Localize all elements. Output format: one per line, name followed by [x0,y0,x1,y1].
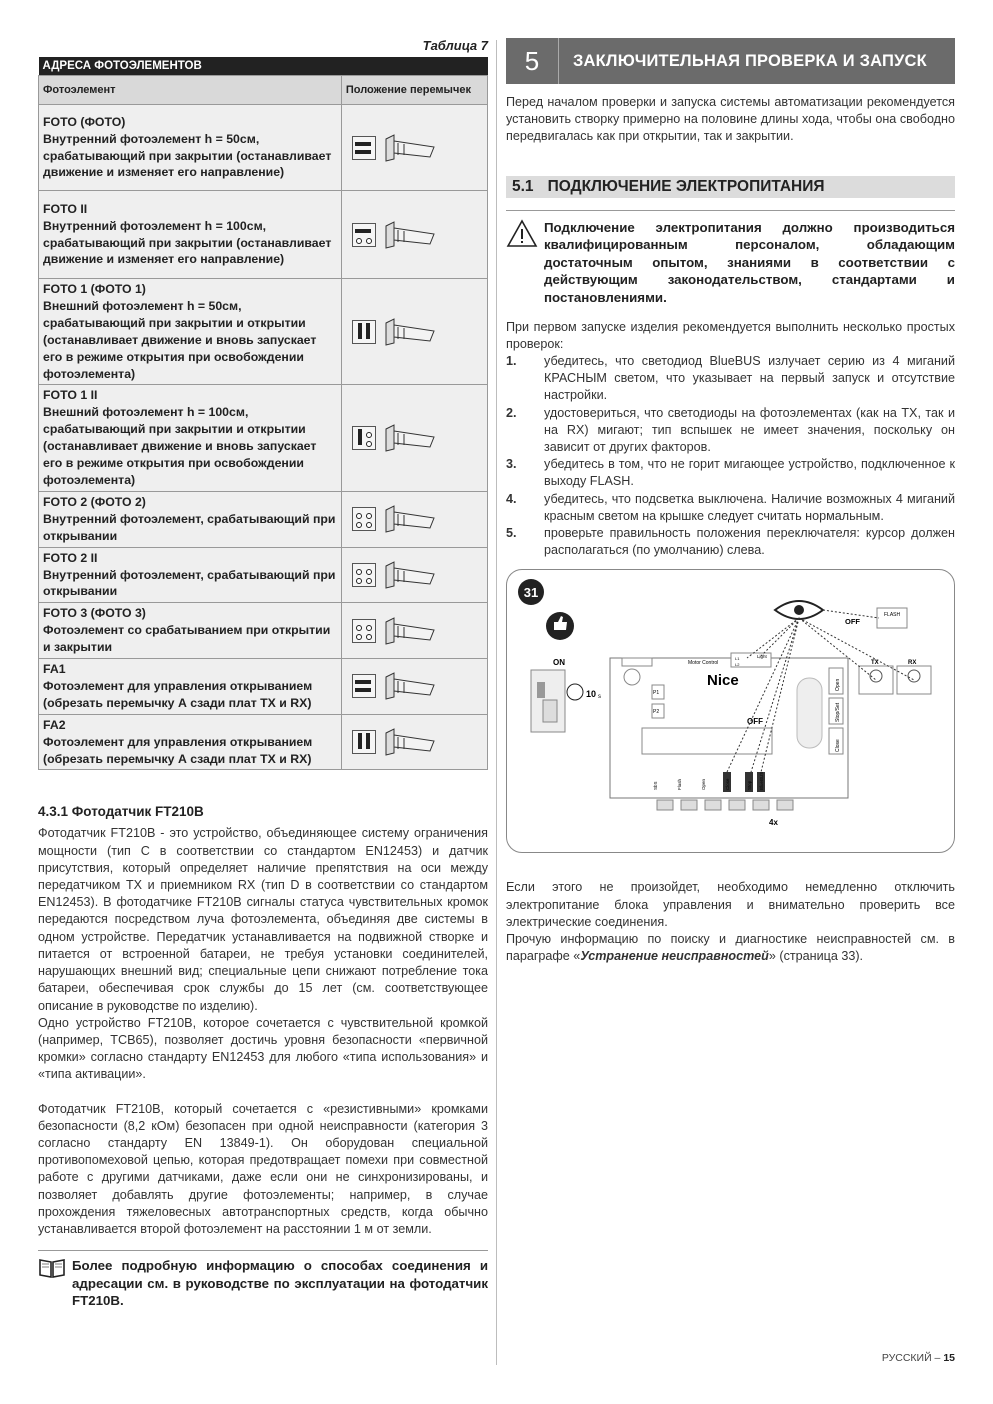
photocell-desc-text: Внутренний фотоэлемент h = 50см, срабатывающий при закрытии (останавливает движение и изменяет его направление) [43,131,332,180]
section-4-3-1-p2: Одно устройство FT210B, которое сочетается с чувствительной кромкой (например, TCB65), позволяет достичь уровня безопасности «первичной кромки» согласно стандарту EN12453 для любого «типа использования» и «типа активации». [38,1015,488,1082]
table-row [39,714,488,770]
check-step [506,491,955,525]
photocell-desc-text: Внутренний фотоэлемент, срабатывающий при открывании [43,511,336,543]
chapter-intro: Перед началом проверки и запуска системы автоматизации рекомендуется установить створку примерно на половине длины хода, чтобы она свободно передвигалась как при открытии, так и закрытии. [506,95,955,144]
table-row [39,603,488,659]
step-number: 3. [506,457,517,472]
jumper-block-icon [352,619,376,643]
table-row [39,659,488,715]
timer-value: 10 [586,689,597,700]
jumper-block-icon [352,507,376,531]
section-5-1-number: 5.1 [512,177,534,195]
svg-text:L1: L1 [735,656,740,662]
column-divider [496,40,497,1365]
footer-language: РУССКИЙ – [881,1352,944,1364]
svg-text:Close: Close [725,778,730,791]
table-row [39,191,488,279]
table-title: АДРЕСА ФОТОЭЛЕМЕНТОВ [39,57,488,76]
chapter-heading [506,38,955,84]
photocell-name: FOTO II [43,201,88,216]
book-note-text: Более подробную информацию о способах соединения и адресации см. в руководстве по эксплуатации на фотодатчик FT210B. [72,1258,488,1308]
col-header-jumpers: Положение перемычек [341,76,487,105]
photocell-connector-icon [384,423,440,453]
jumper-diagram [341,385,487,491]
photocell-description [39,659,342,715]
step-text: удостовериться, что светодиоды на фотоэлементах (как на TX, так и на RX) мигают; тип вспышек не имеет значения, поскольку он зависит от других факторов. [544,405,955,454]
step-text: проверьте правильность положения переключателя: курсор должен располагаться (по умолчанию) слева. [544,526,955,558]
warning-note [506,210,955,307]
page-footer [882,1352,955,1364]
troubleshooting-link[interactable]: Устранение неисправностей [580,949,769,964]
jumper-diagram [341,547,487,603]
photocell-desc-text: Внутренний фотоэлемент h = 100см, срабатывающий при закрытии (останавливает движение и изменяет его направление) [43,218,332,267]
jumper-diagram [341,603,487,659]
photocell-connector-icon [384,727,440,757]
photocell-description [39,105,342,191]
warning-icon [506,219,544,307]
step-text: убедитесь, что светодиод BlueBUS излучает серию из 4 миганий КРАСНЫМ светом, что указывает на первый запуск и отсутствие настройки. [544,353,955,403]
jumper-block-icon [352,563,376,587]
photocell-description [39,547,342,603]
svg-text:Stop/Set: Stop/Set [835,703,841,723]
photocell-name: FOTO 1 II [43,388,98,403]
jumper-block-icon [352,674,376,698]
left-column [38,38,488,1309]
jumper-diagram [341,491,487,547]
col-header-photocell: Фотоэлемент [39,76,342,105]
section-4-3-1-p3: Фотодатчик FT210B, который сочетается с «резистивными» кромками безопасности (8,2 кОм) безопасен при одной неисправности (категория 3 согласно стандарту EN 13849-1). Он оборудован специальной противопомеховой цепью, которая предотвращает помехи при совместной работе с другими датчиками, даже если они не синхронизированы, и позволяет добавлять другие фотоэлементы; например, в случае прохождения тяжеловесных автотранспортных средств, когда обычно устанавливается второй фотоэлемент на расстоянии 1 м от земли. [38,1101,488,1236]
jumper-diagram [341,191,487,279]
after-checks-text: Если этого не произойдет, необходимо немедленно отключить электропитание блока управления и внимательно проверить все электрические соединения. [506,880,955,929]
right-column [506,38,955,965]
on-label: ON [553,658,565,668]
check-step [506,405,955,457]
section-5-1-heading [506,176,955,198]
jumper-diagram [341,279,487,385]
troubleshooting-ref-post: » (страница 33). [768,949,864,964]
check-step [506,456,955,490]
table-row [39,491,488,547]
svg-text:TX: TX [871,660,879,667]
photocell-description [39,279,342,385]
checks-intro: При первом запуске изделия рекомендуется выполнить несколько простых проверок: [506,319,955,351]
off-label-flash: OFF [845,617,860,627]
photocell-connector-icon [384,133,440,163]
photocell-connector-icon [384,671,440,701]
chapter-number: 5 [506,38,559,84]
jumper-block-icon [352,320,376,344]
photocell-description [39,714,342,770]
jumper-block-icon [352,136,376,160]
troubleshooting-ref [506,931,955,965]
jumper-diagram [341,714,487,770]
svg-text:Close: Close [835,739,841,753]
photocell-name: FA1 [43,662,66,677]
check-step [506,353,955,405]
step-number: 5. [506,526,517,541]
nice-logo: Nice [707,672,739,690]
photocell-description [39,191,342,279]
photocell-description [39,385,342,491]
svg-text:RX: RX [908,660,917,667]
warning-text: Подключение электропитания должно производиться квалифицированным персоналом, обладающим достаточным опытом, знаниями в соответствии с действующим законодательством, стандартами и постановлениями. [544,219,955,305]
step-number: 1. [506,353,517,368]
troubleshooting-ref-pre: Прочую информацию по поиску и диагностике неисправностей см. в параграфе « [506,932,955,964]
photocell-desc-text: Фотоэлемент для управления открыванием (обрезать перемычку А сзади плат TX и RX) [43,734,313,766]
table-row [39,105,488,191]
photocell-name: FOTO 3 (ФОТО 3) [43,606,146,621]
photocell-connector-icon [384,317,440,347]
photocell-name: FA2 [43,717,66,732]
figure-31 [506,569,955,853]
photocell-description [39,603,342,659]
four-times-label: 4x [769,818,778,828]
table-row [39,385,488,491]
svg-text:L2: L2 [735,662,740,668]
photocell-connector-icon [384,220,440,250]
photocell-name: FOTO 1 (ФОТО 1) [43,282,146,296]
chapter-title: ЗАКЛЮЧИТЕЛЬНАЯ ПРОВЕРКА И ЗАПУСК [573,52,927,70]
check-steps [506,353,955,559]
section-4-3-1-p1: Фотодатчик FT210B - это устройство, объединяющее систему ограничения мощности (тип C в соответствии со стандартом EN12453) и датчик присутствия, который определяет наличие препятствия на оси между передатчиком TX и приемником RX (тип D в соответствии со стандартом EN12453). В фотодатчике FT210B сигналы статуса чувствительных кромок передаются посредством луча фотоэлемента, объединяя две системы в одном устройстве. Передатчик устанавливается на подвижной створке и питается от встроенной батареи, не требуя установки соединителей, нарушающих внешний вид; специальные цепи снижают потребление тока батареи, обеспечивая срок службы до 15 лет (см. соответствующее описание в руководстве по изделию). [38,826,488,1013]
photocell-desc-text: Внешний фотоэлемент h = 100см, срабатывающий при закрытии и открытии (останавливает движение и вновь запускает его в режиме открытия при освобождении фотоэлемента) [43,405,317,487]
photocell-desc-text: Фотоэлемент со срабатыванием при открытии и закрытии [43,623,331,655]
page-number: 15 [943,1352,955,1364]
photocell-desc-text: Фотоэлемент для управления открыванием (обрезать перемычку А сзади плат TX и RX) [43,678,313,710]
step-text: убедитесь в том, что не горит мигающее устройство, подключенное к выходу FLASH. [544,457,955,489]
section-5-1-title: ПОДКЛЮЧЕНИЕ ЭЛЕКТРОПИТАНИЯ [547,177,825,195]
jumper-block-icon [352,223,376,247]
table-row [39,279,488,385]
photocell-connector-icon [384,560,440,590]
table-row [39,547,488,603]
photocell-name: FOTO 2 (ФОТО 2) [43,494,146,509]
timer-unit: s [598,694,601,701]
svg-text:Open: Open [701,779,706,791]
svg-text:P1: P1 [653,690,660,697]
figure-number: 31 [523,585,539,601]
jumper-block-icon [352,730,376,754]
photocell-desc-text: Внешний фотоэлемент h = 50см, срабатывающий при закрытии и открытии (останавливает движение и вновь запускает его в режиме открытия при освобождении фотоэлемента) [43,298,317,381]
control-unit-diagram [507,570,954,850]
motor-control-label: Motor Control [688,660,719,667]
check-step [506,525,955,559]
step-number: 2. [506,405,517,420]
photocell-name: FOTO (ФОТО) [43,114,126,129]
step-number: 4. [506,491,517,506]
off-label-board: OFF [747,717,763,727]
jumper-diagram [341,105,487,191]
svg-text:Stop: Stop [747,781,752,791]
photocell-description [39,491,342,547]
section-4-3-1-title: 4.3.1 Фотодатчик FT210B [38,804,204,820]
photocell-name: FOTO 2 II [43,550,98,565]
photocell-address-table [38,57,488,770]
svg-text:SbS: SbS [653,781,658,791]
step-text: убедитесь, что подсветка выключена. Наличие возможных 4 миганий красным светом на крышке следует считать нормальным. [544,491,955,523]
photocell-desc-text: Внутренний фотоэлемент, срабатывающий при открывании [43,567,336,599]
table-caption: Таблица 7 [422,38,488,53]
book-icon [38,1257,72,1309]
svg-text:BlueBUS: BlueBUS [759,772,764,791]
svg-text:Flash: Flash [677,779,682,791]
jumper-diagram [341,659,487,715]
book-note [38,1250,488,1309]
jumper-block-icon [352,426,376,450]
light-label: Light [757,654,767,660]
svg-text:P2: P2 [653,709,660,716]
photocell-connector-icon [384,616,440,646]
svg-text:Open: Open [835,679,841,692]
svg-text:FLASH: FLASH [884,612,901,619]
photocell-connector-icon [384,504,440,534]
